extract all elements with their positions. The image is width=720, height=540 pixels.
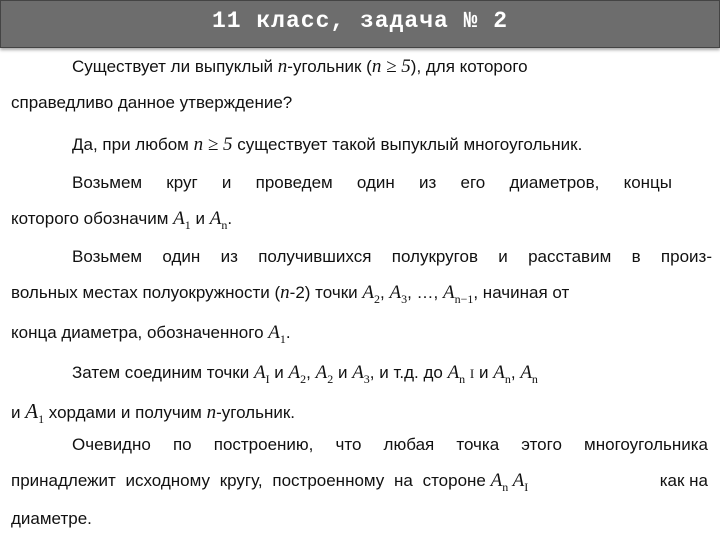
math-n: n [280,282,290,303]
text: Существует ли выпуклый [72,57,274,76]
text: как на [659,471,708,490]
text: Затем соединим точки [72,363,250,382]
math-A1: $A_1$ [173,208,191,232]
text: существует такой выпуклый многоугольник. [237,135,583,154]
math-A2: $A_2$ [362,282,380,306]
text: конца диаметра, обозначенного [11,323,264,342]
text: . [227,209,233,228]
text: и [274,363,284,382]
text: . [285,323,291,342]
math-condition: n ≥ 5 [371,56,411,77]
text: ), для которого [410,57,528,76]
text: , [379,283,385,302]
text: и [11,403,21,422]
slide-title-bar [0,0,720,48]
question-line-2: справедливо данное утверждение? [11,93,293,112]
math-An: $A_n$ [520,362,538,386]
para4-line-1: Очевидно по построению, что любая точка этого многоугольника [72,435,708,454]
text: -2) точки [289,283,358,302]
slide-title: 11 класс, задача № 2 [211,8,509,34]
para3-line-1 [72,362,538,390]
text: , [510,363,516,382]
math-n: n [206,402,217,423]
para2-line-3 [11,322,291,350]
text: и [479,363,489,382]
para1-line-2 [11,208,232,236]
math-An-1: $A_{n-1}$ [442,282,474,306]
text: и [337,363,348,382]
math-A1: $A_1$ [268,322,286,346]
question-line-1 [72,56,528,78]
math-An-A1: $A_n$ $A_I$ [490,470,529,494]
text: хордами и получим [48,403,202,422]
math-A1: $A_I$ [253,362,270,386]
text: вольных местах полуокружности ( [11,283,281,302]
math-A2: $A_2$ [288,362,307,386]
para2-line-1: Возьмем один из получившихся полукругов и расставим в произ- [72,247,712,266]
math-An-I: $A_n$ I [447,362,475,386]
answer-line [72,134,582,156]
text: -угольник. [216,403,295,422]
math-An: $A_n$ [493,362,511,386]
math-An: $A_n$ [209,208,228,232]
text: -угольник ( [287,57,372,76]
text: , и т.д. до [369,363,443,382]
text: и [195,209,206,228]
para4-line-3: диаметре. [11,509,92,528]
text: Да, при любом [72,135,189,154]
para1-line-1: Возьмем круг и проведем один из его диаметров, концы [72,173,672,192]
math-A2: $A_2$ [315,362,334,386]
text: , [306,363,311,382]
text: принадлежит исходному кругу, построенному на стороне [11,471,486,490]
para2-line-2 [11,282,569,310]
para4-line-2 [11,470,708,498]
text: , начиная от [473,283,570,302]
text: которого обозначим [11,209,169,228]
math-A1: $A_1$ [25,399,45,427]
text: , …, [407,283,439,302]
para3-line-2 [11,400,295,430]
math-condition: n ≥ 5 [193,134,233,155]
math-n: n [277,56,288,77]
math-A3: $A_3$ [389,282,408,306]
math-A3: $A_3$ [352,362,370,386]
